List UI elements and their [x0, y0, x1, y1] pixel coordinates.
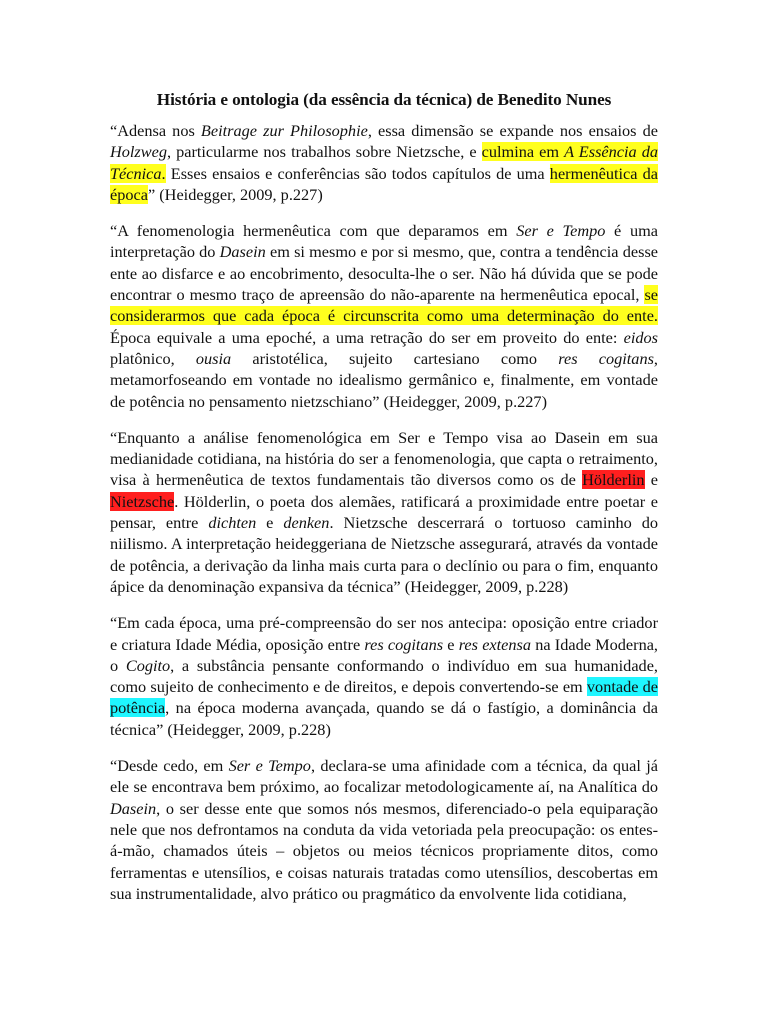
quote-paragraph-3	[110, 427, 658, 597]
italic-run: denken	[283, 513, 330, 533]
text-run: , na época moderna avançada, quando se dá o fastígio, a dominância da técnica” (Heidegger, 2009, p.228)	[110, 698, 658, 739]
italic-run: res cogitans	[364, 634, 444, 654]
text-run: e	[443, 634, 459, 654]
italic-run: ousia	[195, 348, 232, 368]
highlight-yellow: hermenêutica da época	[110, 163, 658, 204]
quote-paragraph-2	[110, 220, 658, 412]
text-run: e	[644, 470, 658, 490]
text-run: , o ser desse ente que somos nós mesmos, diferenciado-o pela equiparação nele que nos defrontamos na conduta da vida vetoriada pela preocupação: os entes-á-mão, chamados úteis – objetos ou meios técnicos propriamente ditos, como ferramentas e utensílios, e coisas naturais tratadas como utensílios, descobertas em sua instrumentalidade, alvo prático ou pragmático da envolvente lida cotidiana,	[110, 798, 658, 903]
text-run: “A fenomenologia hermenêutica com que deparamos em	[110, 221, 517, 241]
italic-run: eidos	[623, 327, 658, 347]
text-run: culmina em	[481, 142, 565, 162]
italic-run: Beitrage zur Philosophie	[200, 121, 368, 140]
text-run: e	[256, 513, 284, 533]
text-run: “Enquanto a análise fenomenológica em Ser e Tempo visa ao Dasein em sua medianidade cotidiana, na história do ser a fenomenologia, que capta o retraimento, visa à hermenêutica de textos fundamentais tão diversos como os de	[110, 427, 658, 490]
text-run: aristotélica, sujeito cartesiano como	[231, 348, 559, 368]
text-run: .	[161, 163, 166, 183]
text-run: , particularme nos trabalhos sobre Nietzsche, e	[166, 142, 482, 162]
text-run: ” (Heidegger, 2009, p.227)	[147, 184, 323, 204]
text-run: , essa dimensão se expande nos ensaios de	[367, 121, 658, 140]
italic-run: res cogitans	[558, 348, 654, 368]
text-run: em si mesmo e por si mesmo, que, contra a tendência desse ente ao disfarce e ao encobrimento, desoculta-lhe o ser. Não há dúvida que se pode encontrar o mesmo traço de apreensão do não-aparente na hermenêutica epocal,	[110, 242, 659, 305]
italic-run: Dasein	[110, 798, 157, 818]
text-run: Época equivale a uma epoché, a uma retração do ser em proveito do ente:	[110, 327, 624, 347]
text-run: é uma interpretação do	[110, 221, 658, 262]
italic-run: Ser e Tempo	[228, 756, 311, 776]
italic-run: dichten	[208, 513, 257, 533]
italic-run: Cogito	[125, 655, 171, 675]
text-run: , metamorfoseando em vontade no idealismo germânico e, finalmente, em vontade de potência no pensamento nietzschiano” (Heidegger, 2009, p.227)	[110, 348, 658, 411]
text-run: , a substância pensante conformando o indivíduo em sua humanidade, como sujeito de conhecimento e de direitos, e depois convertendo-se em	[110, 655, 658, 697]
text-run: “Adensa nos	[110, 121, 201, 140]
quote-paragraph-1	[110, 120, 658, 205]
document-title: História e ontologia (da essência da técnica) de Benedito Nunes	[156, 90, 612, 109]
quote-paragraph-5	[110, 755, 658, 904]
italic-run: A Essência da Técnica	[110, 142, 659, 183]
italic-run: res extensa	[458, 634, 532, 654]
italic-run: Dasein	[219, 242, 266, 262]
text-run: Esses ensaios e conferências são todos capítulos de uma	[165, 163, 550, 183]
text-run: na Idade Moderna, o	[110, 634, 659, 675]
quote-paragraph-4	[110, 612, 658, 740]
highlight-red: Nietzsche	[110, 491, 175, 511]
text-run: , declara-se uma afinidade com a técnica, da qual já ele se encontrava bem próximo, ao focalizar metodologicamente aí, na Analítica do	[110, 756, 658, 797]
text-run: “Em cada época, uma pré-compreensão do ser nos antecipa: oposição entre criador e criatura Idade Média, oposição entre	[110, 613, 658, 654]
highlight-red: Hölderlin	[582, 470, 645, 490]
text-run: platônico,	[110, 348, 196, 368]
text-run: . Hölderlin, o poeta dos alemães, ratificará a proximidade entre poetar e pensar, entre	[110, 491, 658, 533]
text-run: “Desde cedo, em	[110, 756, 229, 776]
text-run: . Nietzsche descerrará o tortuoso caminho do niilismo. A interpretação heideggeriana de Nietzsche assegurará, através da vontade de potência, a derivação da linha mais curta para o declínio ou para o fim, enquanto ápice da denominação expansiva da técnica” (Heidegger, 2009, p.228)	[110, 513, 658, 596]
highlight-cyan: vontade de potência	[110, 677, 658, 718]
italic-run: Ser e Tempo	[516, 221, 606, 241]
italic-run: Holzweg	[110, 142, 167, 162]
highlight-yellow: se considerarmos que cada época é circunscrita como uma determinação do ente.	[110, 285, 658, 326]
